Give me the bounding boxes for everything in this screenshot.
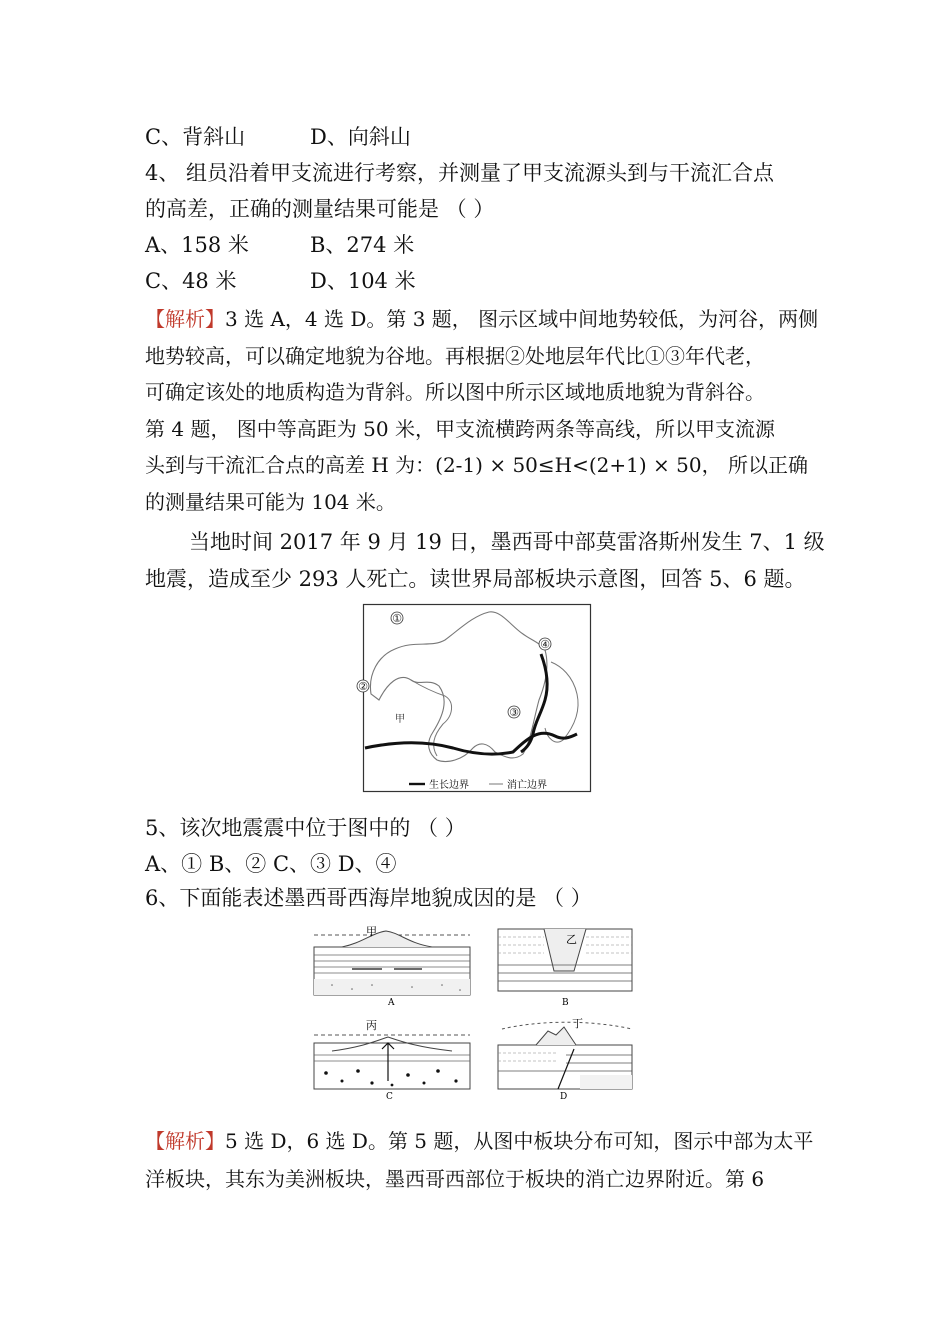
panel-label-bing: 丙 xyxy=(366,1019,377,1032)
analysis1-line-0: 【解析】3 选 A，4 选 D。第 3 题， 图示区域中间地势较低，为河谷，两侧 xyxy=(145,307,819,331)
analysis-tag: 【解析】 xyxy=(145,1129,225,1153)
panel-caption-c: C xyxy=(386,1092,393,1102)
q5-stem: 5、该次地震震中位于图中的 （ ） xyxy=(145,816,466,840)
panel-caption-a: A xyxy=(388,998,395,1008)
q4-options-cd xyxy=(145,266,416,296)
map-label-1: ① xyxy=(392,612,402,625)
analysis1-line-2: 可确定该处的地质构造为背斜。所以图中所示区域地质地貌为背斜谷。 xyxy=(145,380,765,404)
q3-option-d: D、向斜山 xyxy=(310,125,411,149)
q6-panel-b xyxy=(496,925,636,1007)
map-label-3: ③ xyxy=(509,706,519,719)
panel-label-ding: 丁 xyxy=(572,1017,583,1030)
analysis1-line-5: 的测量结果可能为 104 米。 xyxy=(145,490,396,514)
q6-panel-c xyxy=(312,1015,472,1101)
legend-subduction: 消亡边界 xyxy=(507,780,547,791)
q3-options xyxy=(145,122,411,152)
q4-option-b: B、274 米 xyxy=(310,233,415,257)
q3-option-c: C、背斜山 xyxy=(145,125,246,149)
panel-caption-d: D xyxy=(560,1092,568,1102)
q4-stem-line2: 的高差，正确的测量结果可能是 （ ） xyxy=(145,197,495,221)
q4-option-c: C、48 米 xyxy=(145,269,237,293)
q4-option-d: D、104 米 xyxy=(310,269,416,293)
map-label-jia: 甲 xyxy=(395,714,405,725)
panel-label-jia: 甲 xyxy=(366,925,377,938)
analysis2-line-0: 【解析】5 选 D，6 选 D。第 5 题，从图中板块分布可知，图示中部为太平 xyxy=(145,1129,814,1153)
plate-map xyxy=(358,604,591,792)
q4-stem-line1: 4、 组员沿着甲支流进行考察，并测量了甲支流源头到与干流汇合点 xyxy=(145,161,775,185)
q6-stem: 6、下面能表述墨西哥西海岸地貌成因的是 （ ） xyxy=(145,886,592,910)
map-label-4: ④ xyxy=(540,638,550,651)
q5-options: A、① B、② C、③ D、④ xyxy=(145,852,397,876)
q6-panel-a xyxy=(312,925,472,1007)
analysis1-line-1: 地势较高，可以确定地貌为谷地。再根据②处地层年代比①③年代老， xyxy=(145,344,765,368)
legend-growth: 生长边界 xyxy=(429,780,469,791)
map-label-2: ② xyxy=(358,680,368,693)
analysis1-line-3: 第 4 题， 图中等高距为 50 米，甲支流横跨两条等高线，所以甲支流源 xyxy=(145,417,775,441)
intro-line1: 当地时间 2017 年 9 月 19 日，墨西哥中部莫雷洛斯州发生 7、1 级 xyxy=(189,530,825,554)
panel-label-yi: 乙 xyxy=(566,933,577,946)
analysis1-line-4: 头到与干流汇合点的高差 H 为：(2-1) × 50≤H<(2+1) × 50， 所以正确 xyxy=(145,453,808,477)
q6-panel-d xyxy=(496,1015,636,1101)
panel-caption-b: B xyxy=(562,998,569,1008)
intro-line2: 地震，造成至少 293 人死亡。读世界局部板块示意图，回答 5、6 题。 xyxy=(145,567,806,591)
q4-option-a: A、158 米 xyxy=(145,233,249,257)
analysis2-line-1: 洋板块，其东为美洲板块，墨西哥西部位于板块的消亡边界附近。第 6 xyxy=(145,1167,765,1191)
q4-options-ab xyxy=(145,230,414,260)
analysis-tag: 【解析】 xyxy=(145,307,225,331)
